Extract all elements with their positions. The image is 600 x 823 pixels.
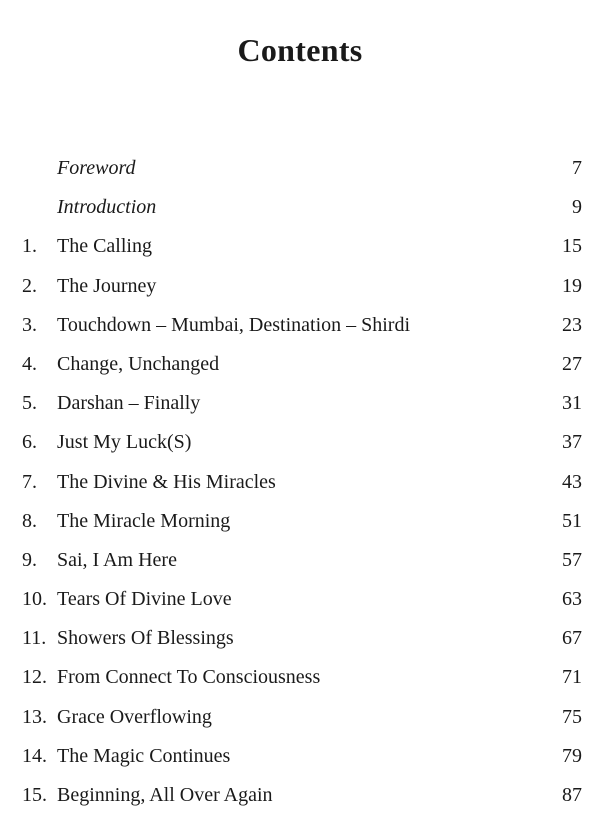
toc-entry-title: Beginning, All Over Again [57,784,273,806]
toc-entry-page-number: 51 [562,509,582,532]
toc-entry-chapter [0,505,600,544]
toc-entry-title: Change, Unchanged [57,352,220,375]
toc-entry-title: The Calling [57,235,152,258]
toc-entry-title: Grace Overflowing [57,705,212,728]
toc-entry-page-number: 57 [562,548,582,571]
toc-entry-page-number: 27 [562,352,582,375]
toc-entry-chapter [0,348,600,387]
toc-entry-chapter [0,661,600,700]
toc-entry-title: Introduction [57,196,157,219]
chapter-number: 1. [22,235,37,258]
toc-entry-page-number: 87 [562,784,582,806]
toc-entry-page-number: 43 [562,470,582,493]
chapter-number: 3. [22,313,37,336]
toc-entry-page-number: 75 [562,705,582,728]
toc-entry-chapter [0,544,600,583]
toc-entry-chapter [0,622,600,661]
toc-entry-introduction [0,191,600,230]
toc-entry-foreword [0,152,600,191]
toc-entry-chapter [0,230,600,269]
toc-entry-title: Foreword [57,157,136,179]
chapter-number: 7. [22,470,37,493]
toc-entry-chapter [0,387,600,426]
toc-entry-title: The Miracle Morning [57,509,231,532]
toc-entry-page-number: 9 [572,196,582,219]
toc-entry-page-number: 31 [562,392,582,415]
chapter-number: 6. [22,431,37,454]
chapter-number: 8. [22,509,37,532]
toc-entry-title: Showers Of Blessings [57,627,234,650]
chapter-number: 5. [22,392,37,415]
toc-entry-chapter [0,701,600,740]
chapter-number: 15. [22,784,47,806]
chapter-number: 4. [22,352,37,375]
toc-entry-page-number: 71 [562,666,582,689]
toc-entry-title: The Divine & His Miracles [57,470,276,493]
toc-entry-title: Sai, I Am Here [57,548,177,571]
toc-entry-title: Touchdown – Mumbai, Destination – Shirdi [57,313,411,336]
chapter-number: 14. [22,744,47,767]
chapter-number: 2. [22,274,37,297]
toc-entry-page-number: 19 [562,274,582,297]
toc-entry-title: Just My Luck(S) [57,431,192,454]
toc-entry-page-number: 37 [562,431,582,454]
toc-entry-chapter [0,270,600,309]
toc-entry-page-number: 15 [562,235,582,258]
toc-entry-page-number: 23 [562,313,582,336]
toc-entry-chapter [0,583,600,622]
toc-entry-chapter [0,426,600,465]
toc-entry-page-number: 7 [572,157,582,179]
chapter-number: 10. [22,588,47,611]
toc-entry-title: Tears Of Divine Love [57,588,232,611]
toc-entry-title: The Journey [57,274,157,297]
toc-entry-chapter [0,466,600,505]
toc-entry-title: From Connect To Consciousness [57,666,321,689]
toc-entry-chapter [0,740,600,779]
page-title: Contents [237,32,363,68]
toc-entry-page-number: 67 [562,627,582,650]
toc-entry-title: The Magic Continues [57,744,231,767]
toc-entry-page-number: 79 [562,744,582,767]
chapter-number: 12. [22,666,47,689]
chapter-number: 13. [22,705,47,728]
table-of-contents [0,152,600,818]
toc-entry-page-number: 63 [562,588,582,611]
toc-entry-chapter [0,309,600,348]
toc-entry-chapter [0,779,600,818]
chapter-number: 11. [22,627,47,650]
toc-entry-title: Darshan – Finally [57,392,201,415]
chapter-number: 9. [22,548,37,571]
